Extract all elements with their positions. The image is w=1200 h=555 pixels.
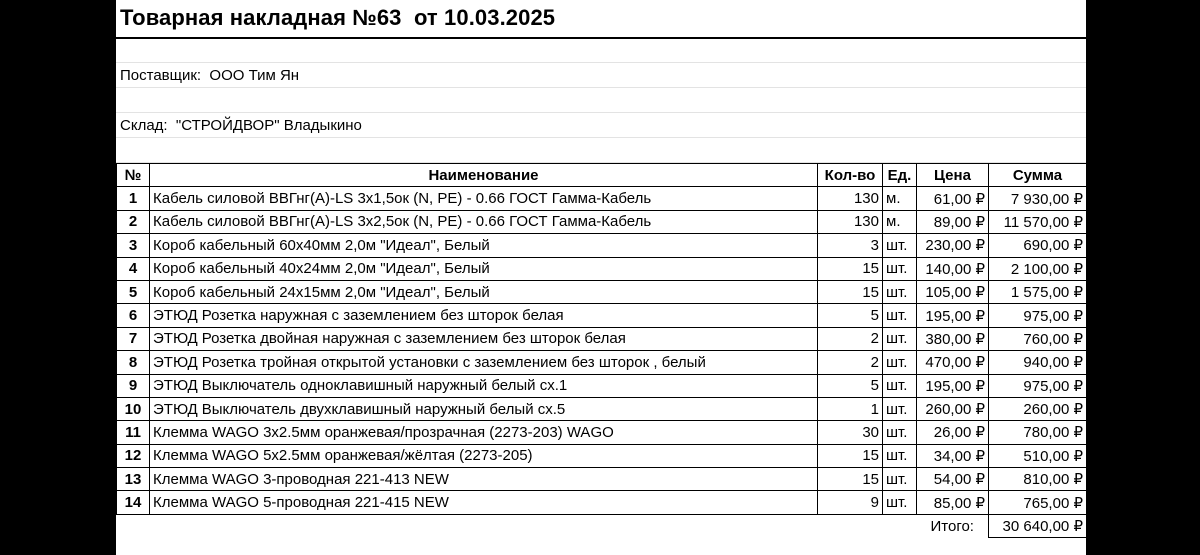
header-qty: Кол-во: [818, 164, 883, 187]
row-qty: 130: [818, 210, 883, 233]
row-name: ЭТЮД Выключатель двухклавишный наружный белый сх.5: [150, 397, 818, 420]
row-price: 230,00 ₽: [917, 234, 989, 257]
table-row: [117, 210, 1087, 233]
row-sum: 11 570,00 ₽: [989, 210, 1087, 233]
row-name: ЭТЮД Розетка двойная наружная с заземлением без шторок белая: [150, 327, 818, 350]
row-sum: 975,00 ₽: [989, 304, 1087, 327]
row-num: 9: [117, 374, 150, 397]
row-qty: 3: [818, 234, 883, 257]
row-name: Клемма WAGO 3х2.5мм оранжевая/прозрачная (2273-203) WAGO: [150, 421, 818, 444]
row-num: 13: [117, 468, 150, 491]
row-qty: 30: [818, 421, 883, 444]
row-sum: 940,00 ₽: [989, 351, 1087, 374]
row-unit: шт.: [883, 234, 917, 257]
row-name: Короб кабельный 24х15мм 2,0м "Идеал", Белый: [150, 280, 818, 303]
row-price: 89,00 ₽: [917, 210, 989, 233]
table-row: [117, 421, 1087, 444]
row-num: 2: [117, 210, 150, 233]
row-num: 4: [117, 257, 150, 280]
row-name: Клемма WAGO 3-проводная 221-413 NEW: [150, 468, 818, 491]
table-row: [117, 351, 1087, 374]
row-sum: 1 575,00 ₽: [989, 280, 1087, 303]
row-name: Кабель силовой ВВГнг(А)-LS 3х2,5ок (N, PE) - 0.66 ГОСТ Гамма-Кабель: [150, 210, 818, 233]
table-row: [117, 468, 1087, 491]
table-row: [117, 491, 1087, 514]
row-name: Клемма WAGO 5х2.5мм оранжевая/жёлтая (2273-205): [150, 444, 818, 467]
row-unit: шт.: [883, 397, 917, 420]
row-num: 1: [117, 187, 150, 210]
row-qty: 130: [818, 187, 883, 210]
row-unit: м.: [883, 210, 917, 233]
row-num: 3: [117, 234, 150, 257]
total-label: Итого:: [930, 517, 974, 535]
row-unit: шт.: [883, 351, 917, 374]
row-price: 260,00 ₽: [917, 397, 989, 420]
row-sum: 690,00 ₽: [989, 234, 1087, 257]
row-price: 195,00 ₽: [917, 374, 989, 397]
table-row: [117, 444, 1087, 467]
row-num: 11: [117, 421, 150, 444]
table-row: [117, 397, 1087, 420]
row-sum: 780,00 ₽: [989, 421, 1087, 444]
row-price: 195,00 ₽: [917, 304, 989, 327]
header-price: Цена: [917, 164, 989, 187]
title-underline: [116, 37, 1086, 39]
header-name: Наименование: [150, 164, 818, 187]
grid-row: [116, 138, 1086, 163]
grid-row: [116, 88, 1086, 113]
row-unit: шт.: [883, 327, 917, 350]
grid-row: [116, 38, 1086, 63]
row-price: 85,00 ₽: [917, 491, 989, 514]
table-row: [117, 187, 1087, 210]
row-qty: 15: [818, 257, 883, 280]
row-price: 61,00 ₽: [917, 187, 989, 210]
supplier-line: Поставщик: ООО Тим Ян: [120, 67, 300, 84]
row-sum: 2 100,00 ₽: [989, 257, 1087, 280]
row-sum: 810,00 ₽: [989, 468, 1087, 491]
row-num: 10: [117, 397, 150, 420]
row-sum: 760,00 ₽: [989, 327, 1087, 350]
row-name: Клемма WAGO 5-проводная 221-415 NEW: [150, 491, 818, 514]
row-num: 6: [117, 304, 150, 327]
row-price: 34,00 ₽: [917, 444, 989, 467]
warehouse-line: Склад: "СТРОЙДВОР" Владыкино: [120, 117, 362, 134]
row-qty: 5: [818, 374, 883, 397]
row-sum: 765,00 ₽: [989, 491, 1087, 514]
row-qty: 5: [818, 304, 883, 327]
row-num: 5: [117, 280, 150, 303]
table-row: [117, 257, 1087, 280]
row-qty: 1: [818, 397, 883, 420]
row-name: ЭТЮД Выключатель одноклавишный наружный белый сх.1: [150, 374, 818, 397]
header-sum: Сумма: [989, 164, 1087, 187]
row-name: ЭТЮД Розетка наружная с заземлением без шторок белая: [150, 304, 818, 327]
row-unit: м.: [883, 187, 917, 210]
row-unit: шт.: [883, 374, 917, 397]
row-unit: шт.: [883, 257, 917, 280]
row-sum: 975,00 ₽: [989, 374, 1087, 397]
table-row: [117, 374, 1087, 397]
invoice-title: Товарная накладная №63 от 10.03.2025: [120, 5, 556, 30]
row-name: Короб кабельный 60х40мм 2,0м "Идеал", Белый: [150, 234, 818, 257]
row-qty: 15: [818, 468, 883, 491]
row-num: 8: [117, 351, 150, 374]
total-value: 30 640,00 ₽: [989, 514, 1087, 537]
row-sum: 260,00 ₽: [989, 397, 1087, 420]
row-qty: 2: [818, 351, 883, 374]
row-price: 470,00 ₽: [917, 351, 989, 374]
table-row: [117, 280, 1087, 303]
row-num: 7: [117, 327, 150, 350]
row-name: Короб кабельный 40х24мм 2,0м "Идеал", Белый: [150, 257, 818, 280]
header-num: №: [117, 164, 150, 187]
row-price: 105,00 ₽: [917, 280, 989, 303]
row-unit: шт.: [883, 421, 917, 444]
row-sum: 510,00 ₽: [989, 444, 1087, 467]
row-num: 14: [117, 491, 150, 514]
row-num: 12: [117, 444, 150, 467]
row-price: 380,00 ₽: [917, 327, 989, 350]
table-header-row: [117, 164, 1087, 187]
row-price: 54,00 ₽: [917, 468, 989, 491]
row-qty: 15: [818, 444, 883, 467]
table-row: [117, 327, 1087, 350]
row-qty: 15: [818, 280, 883, 303]
row-unit: шт.: [883, 444, 917, 467]
header-unit: Ед.: [883, 164, 917, 187]
invoice-sheet: [116, 0, 1086, 555]
row-unit: шт.: [883, 468, 917, 491]
row-name: ЭТЮД Розетка тройная открытой установки с заземлением без шторок , белый: [150, 351, 818, 374]
row-sum: 7 930,00 ₽: [989, 187, 1087, 210]
items-table: [116, 163, 1086, 538]
table-row: [117, 234, 1087, 257]
row-unit: шт.: [883, 280, 917, 303]
row-price: 26,00 ₽: [917, 421, 989, 444]
row-qty: 2: [818, 327, 883, 350]
row-unit: шт.: [883, 304, 917, 327]
row-price: 140,00 ₽: [917, 257, 989, 280]
row-unit: шт.: [883, 491, 917, 514]
row-name: Кабель силовой ВВГнг(А)-LS 3х1,5ок (N, PE) - 0.66 ГОСТ Гамма-Кабель: [150, 187, 818, 210]
table-row: [117, 304, 1087, 327]
total-row: [117, 514, 1087, 537]
row-qty: 9: [818, 491, 883, 514]
